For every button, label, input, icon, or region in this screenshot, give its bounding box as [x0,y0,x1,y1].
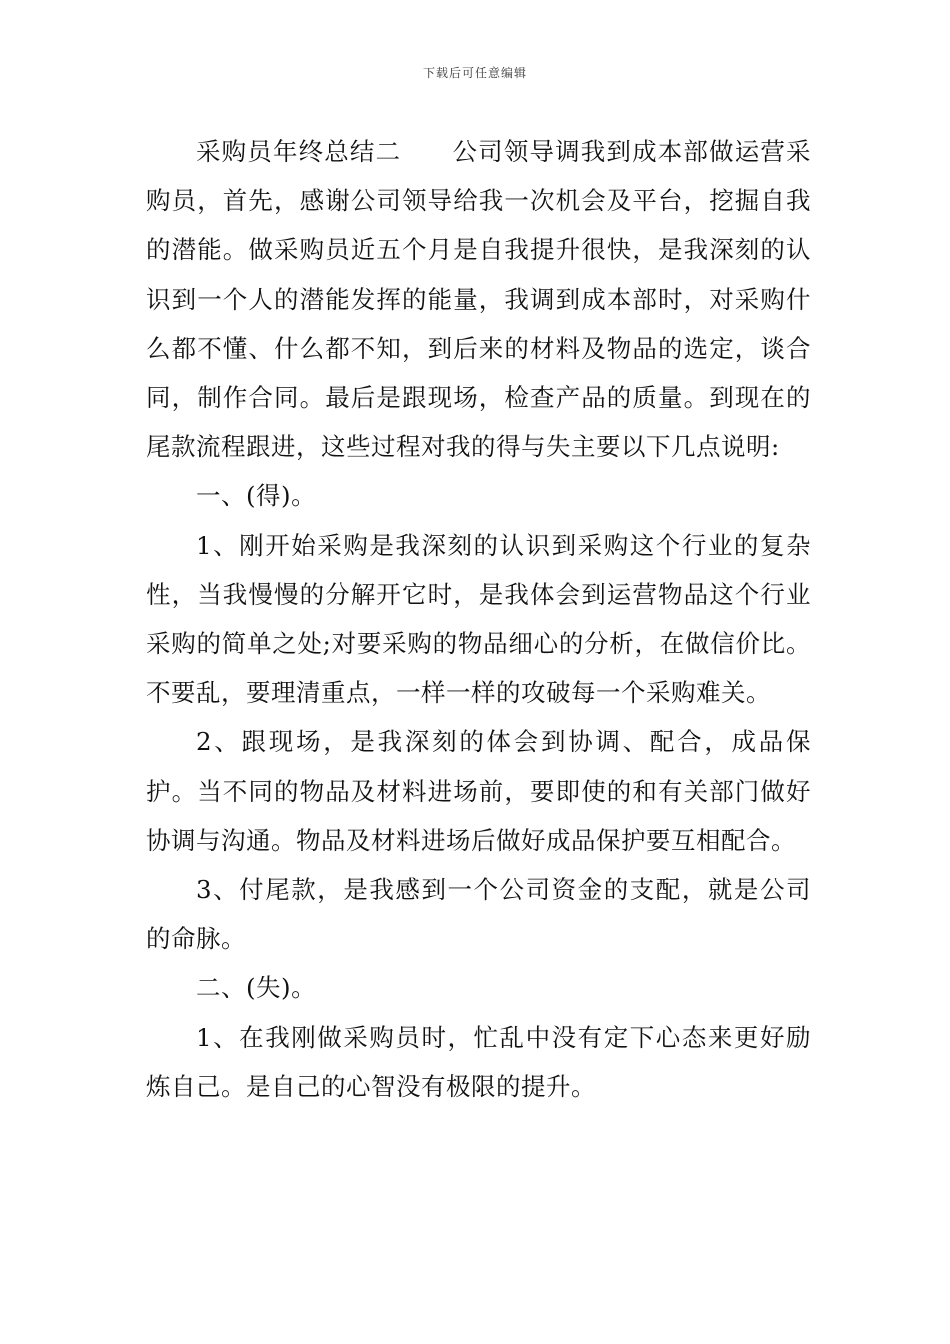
paragraph-intro: 采购员年终总结二 公司领导调我到成本部做运营采购员，首先，感谢公司领导给我一次机会及平台，挖掘自我的潜能。做采购员近五个月是自我提升很快，是我深刻的认识到一个人的潜能发挥的能量，我调到成本部时，对采购什么都不懂、什么都不知，到后来的材料及物品的选定，谈合同，制作合同。最后是跟现场，检查产品的质量。到现在的尾款流程跟进，这些过程对我的得与失主要以下几点说明: [146,137,811,462]
paragraph-loss-1: 1、在我刚做采购员时，忙乱中没有定下心态来更好励炼自己。是自己的心智没有极限的提升。 [146,1022,811,1101]
section-heading-losses: 二、(失)。 [196,973,317,1003]
document-body [146,127,811,1111]
page-header: 下载后可任意编辑 [422,66,527,80]
section-heading-gains: 一、(得)。 [196,481,317,511]
paragraph-gain-1: 1、刚开始采购是我深刻的认识到采购这个行业的复杂性，当我慢慢的分解开它时，是我体会到运营物品这个行业采购的简单之处;对要采购的物品细心的分析，在做信价比。不要乱，要理清重点，一样一样的攻破每一个采购难关。 [146,530,811,708]
paragraph-gain-2: 2、跟现场，是我深刻的体会到协调、配合，成品保护。当不同的物品及材料进场前，要即使的和有关部门做好协调与沟通。物品及材料进场后做好成品保护要互相配合。 [146,727,811,855]
paragraph-gain-3: 3、付尾款，是我感到一个公司资金的支配，就是公司的命脉。 [146,875,811,954]
